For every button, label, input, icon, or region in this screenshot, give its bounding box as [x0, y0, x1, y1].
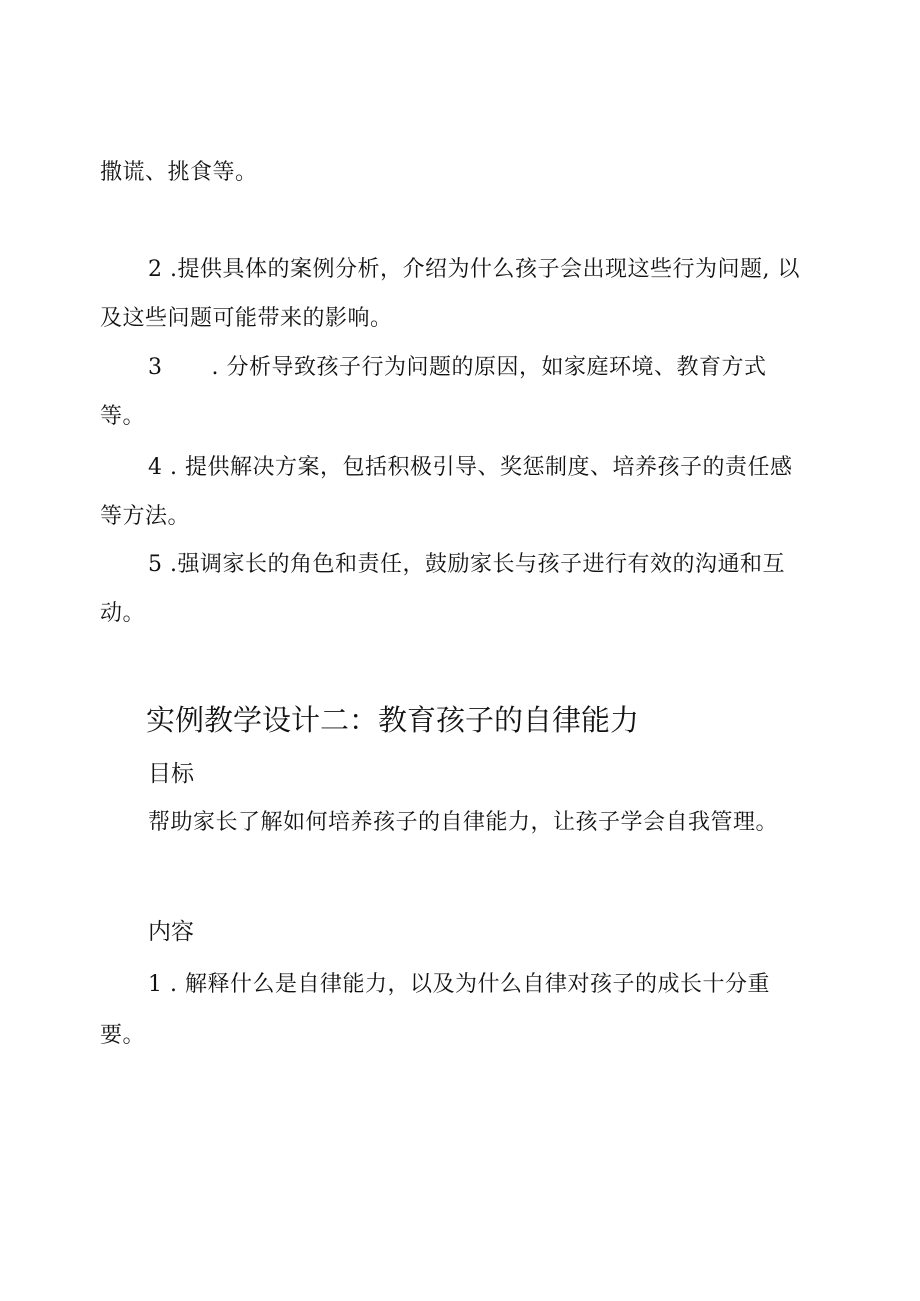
goal-heading: 目标	[148, 761, 194, 787]
continuation-text: 撒谎、挑食等。	[100, 160, 258, 185]
list-item-5-line2: 动。	[100, 601, 146, 626]
list-item-5-number: 5	[148, 552, 163, 577]
list-item-4-line1	[148, 453, 793, 483]
section-title: 实例教学设计二：教育孩子的自律能力	[146, 703, 640, 737]
list-item-3-number: 3	[148, 355, 163, 380]
content-heading: 内容	[148, 919, 194, 945]
list-item-5-line1	[148, 550, 785, 580]
content-item-1-text: . 解释什么是自律能力，以及为什么自律对孩子的成长十分重	[170, 972, 770, 997]
content-item-1-line1	[148, 970, 770, 1000]
list-item-4-line2: 等方法。	[100, 504, 191, 529]
list-item-5-text: .强调家长的角色和责任，鼓励家长与孩子进行有效的沟通和互	[170, 552, 785, 577]
list-item-2-line2: 及这些问题可能带来的影响。	[100, 306, 393, 331]
list-item-2-text: .提供具体的案例分析，介绍为什么孩子会出现这些行为问题, 以	[170, 257, 800, 282]
list-item-4-text: . 提供解决方案，包括积极引导、奖惩制度、培养孩子的责任感	[170, 455, 793, 480]
content-item-1-line2: 要。	[100, 1023, 146, 1048]
list-item-4-number: 4	[148, 455, 163, 480]
list-item-2-line1	[148, 255, 800, 285]
goal-text: 帮助家长了解如何培养孩子的自律能力，让孩子学会自我管理。	[148, 810, 779, 835]
content-item-1-number: 1	[148, 972, 163, 997]
list-item-3-line1	[148, 353, 767, 383]
list-item-2-number: 2	[148, 257, 163, 282]
list-item-3-text: . 分析导致孩子行为问题的原因，如家庭环境、教育方式	[211, 355, 767, 380]
list-item-3-line2: 等。	[100, 404, 146, 429]
